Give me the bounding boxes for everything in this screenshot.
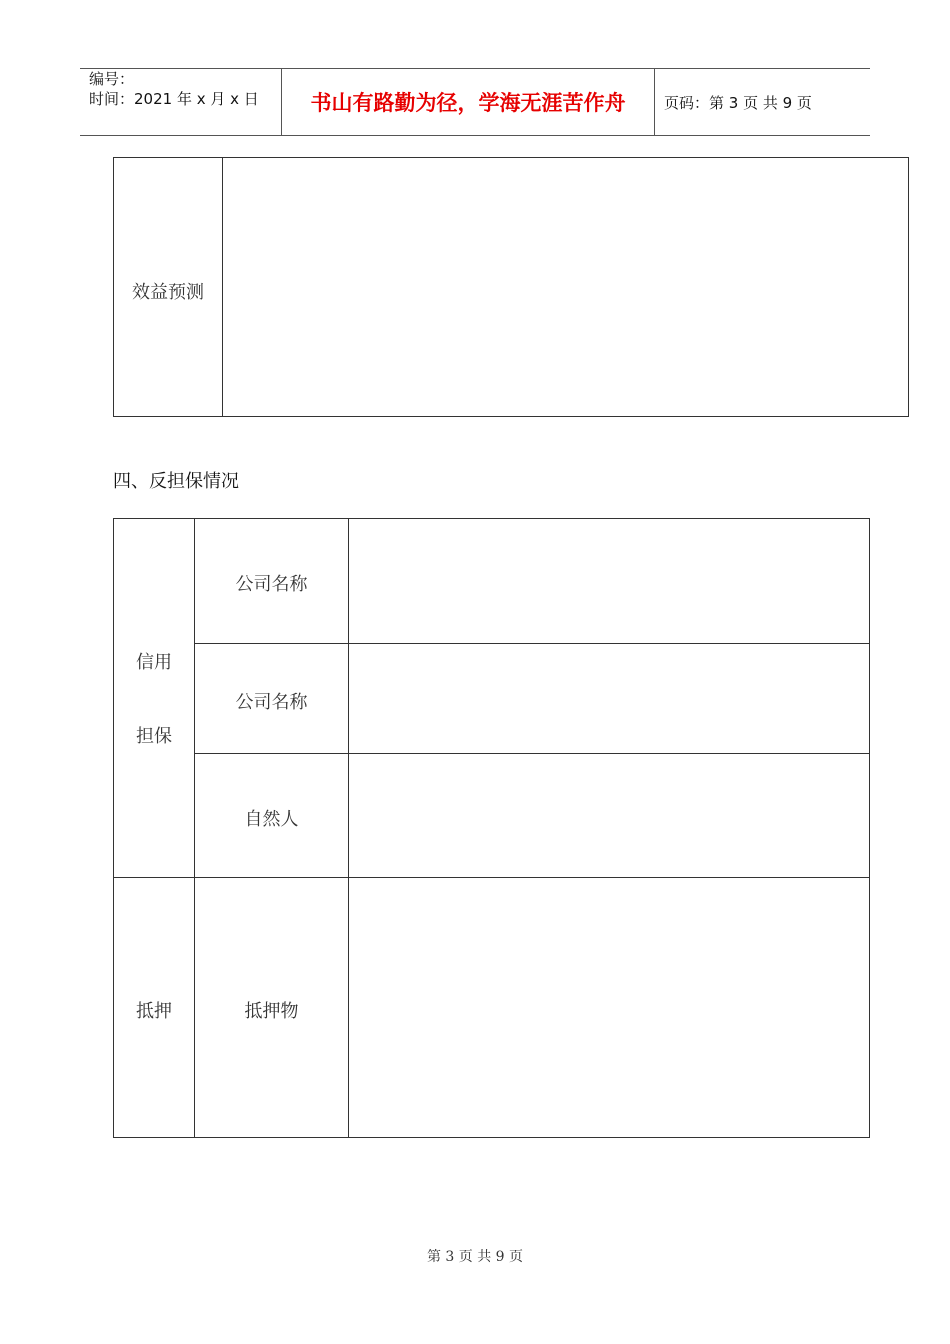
header-motto: 书山有路勤为径，学海无涯苦作舟: [310, 91, 626, 115]
natural-person-label: 自然人: [244, 809, 299, 830]
collateral-label: 抵押物: [244, 1001, 299, 1022]
benefit-forecast-label: 效益预测: [132, 282, 204, 303]
header-divider-right: [654, 69, 655, 136]
natural-person-value[interactable]: [349, 754, 869, 877]
header-top-rule: [80, 68, 870, 69]
company-name-value-2[interactable]: [349, 644, 869, 753]
header-bottom-rule: [80, 135, 870, 136]
credit-guarantee-gap: [114, 675, 194, 725]
header-number-label: 编号：: [89, 70, 135, 88]
company-name-value-1[interactable]: [349, 519, 869, 643]
benefit-forecast-table: [113, 157, 909, 417]
credit-guarantee-line1: 信用: [136, 652, 172, 673]
mortgage-group-label: 抵押: [136, 1001, 172, 1022]
benefit-forecast-content-cell[interactable]: [223, 158, 908, 416]
header-page-label: 页码：第 3 页 共 9 页: [664, 94, 812, 112]
company-name-label-1: 公司名称: [235, 574, 308, 595]
page-footer: 第 3 页 共 9 页: [426, 1249, 524, 1265]
counter-guarantee-table: [113, 518, 870, 1138]
credit-guarantee-group-label: [114, 651, 194, 749]
credit-guarantee-line2: 担保: [136, 726, 172, 747]
header-time-label: 时间：2021 年 x 月 x 日: [89, 90, 259, 108]
section-title: 四、反担保情况: [113, 471, 239, 492]
company-name-label-2: 公司名称: [235, 692, 308, 713]
collateral-value[interactable]: [349, 878, 869, 1137]
